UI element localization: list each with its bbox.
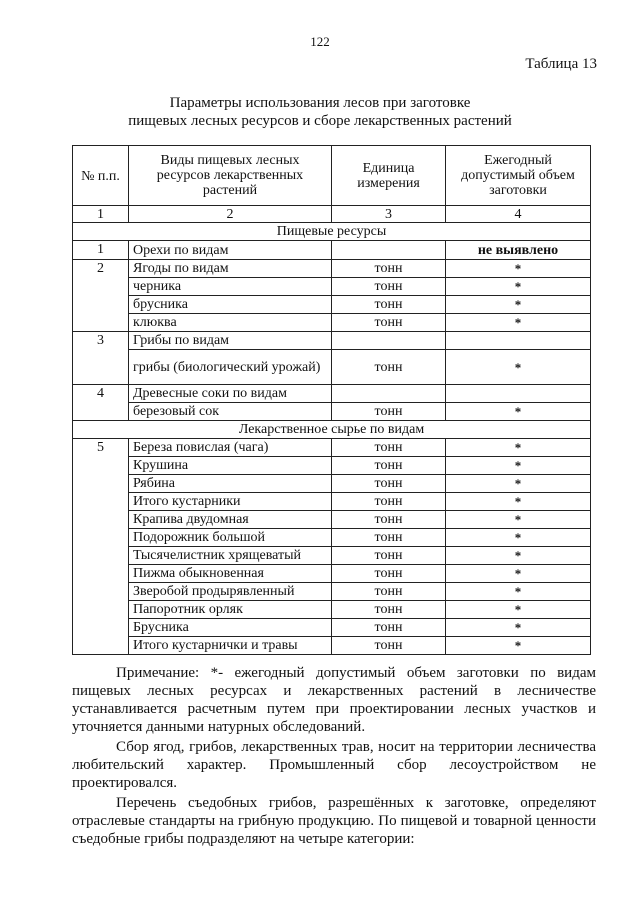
table-row [73, 547, 591, 565]
row-unit: тонн [332, 601, 446, 619]
row-value: * [446, 260, 591, 278]
row-unit: тонн [332, 296, 446, 314]
table-row [73, 529, 591, 547]
row-number: 3 [73, 332, 129, 385]
column-number: 2 [129, 206, 332, 223]
row-value: * [446, 601, 591, 619]
row-unit: тонн [332, 475, 446, 493]
row-value: * [446, 583, 591, 601]
table-row [73, 475, 591, 493]
row-unit: тонн [332, 350, 446, 385]
row-name: Крушина [129, 457, 332, 475]
row-name: Орехи по видам [129, 241, 332, 260]
header-annual-volume: Ежегодный допустимый объем заготовки [446, 146, 591, 206]
notes-section [72, 664, 596, 848]
page-number: 122 [310, 34, 330, 49]
row-name: березовый сок [129, 403, 332, 421]
row-unit: тонн [332, 511, 446, 529]
resources-table [72, 145, 591, 655]
row-name: клюква [129, 314, 332, 332]
table-row [73, 601, 591, 619]
table-row [73, 511, 591, 529]
row-name: Грибы по видам [129, 332, 332, 350]
table-row [73, 619, 591, 637]
table-title-line-1: Параметры использования лесов при заготовке [169, 95, 471, 111]
row-number: 4 [73, 385, 129, 421]
column-number: 3 [332, 206, 446, 223]
row-value: * [446, 493, 591, 511]
row-value: * [446, 457, 591, 475]
row-unit [332, 332, 446, 350]
row-value: * [446, 403, 591, 421]
table-row [73, 493, 591, 511]
column-number-row [73, 206, 591, 223]
table-title-line-2: пищевых лесных ресурсов и сборе лекарственных растений [128, 113, 512, 129]
row-value: * [446, 314, 591, 332]
row-value: * [446, 296, 591, 314]
note-paragraph: Примечание: *- ежегодный допустимый объем заготовки по видам пищевых лесных ресурсах и лекарственных растений в лесничестве устанавливается расчетным путем при проектировании лесных участков и уточняется данными натурных обследований. [72, 665, 596, 735]
row-value: * [446, 439, 591, 457]
section-title-medicinal: Лекарственное сырье по видам [73, 421, 591, 439]
row-value: * [446, 619, 591, 637]
row-name: грибы (биологический урожай) [129, 350, 332, 385]
row-unit: тонн [332, 439, 446, 457]
row-value [446, 385, 591, 403]
row-number: 1 [73, 241, 129, 260]
header-number: № п.п. [73, 146, 129, 206]
row-name: Крапива двудомная [129, 511, 332, 529]
table-row [73, 314, 591, 332]
row-name: Пижма обыкновенная [129, 565, 332, 583]
table-row [73, 637, 591, 655]
row-unit: тонн [332, 547, 446, 565]
row-unit: тонн [332, 457, 446, 475]
row-unit [332, 241, 446, 260]
row-value: * [446, 511, 591, 529]
section-row-food [73, 223, 591, 241]
row-name: Брусника [129, 619, 332, 637]
row-name: Зверобой продырявленный [129, 583, 332, 601]
section-row-medicinal [73, 421, 591, 439]
table-row [73, 241, 591, 260]
table-row [73, 278, 591, 296]
row-number: 2 [73, 260, 129, 332]
column-number: 1 [73, 206, 129, 223]
row-name: Рябина [129, 475, 332, 493]
row-unit [332, 385, 446, 403]
row-unit: тонн [332, 565, 446, 583]
row-value: * [446, 529, 591, 547]
row-value: * [446, 278, 591, 296]
row-unit: тонн [332, 278, 446, 296]
row-unit: тонн [332, 403, 446, 421]
row-value: * [446, 565, 591, 583]
row-name: Ягоды по видам [129, 260, 332, 278]
table-row [73, 350, 591, 385]
row-value: не выявлено [446, 241, 591, 260]
row-name: Папоротник орляк [129, 601, 332, 619]
row-name: Древесные соки по видам [129, 385, 332, 403]
table-header-row [73, 146, 591, 206]
row-unit: тонн [332, 529, 446, 547]
row-unit: тонн [332, 314, 446, 332]
column-number: 4 [446, 206, 591, 223]
row-value: * [446, 350, 591, 385]
table-row [73, 332, 591, 350]
row-number: 5 [73, 439, 129, 655]
row-name: Тысячелистник хрящеватый [129, 547, 332, 565]
table-row [73, 457, 591, 475]
row-unit: тонн [332, 619, 446, 637]
header-resource-type: Виды пищевых лесных ресурсов лекарственных растений [129, 146, 332, 206]
note-paragraph: Сбор ягод, грибов, лекарственных трав, носит на территории лесничества любительский характер. Промышленный сбор лесоустройством не проектировался. [72, 739, 596, 791]
row-unit: тонн [332, 493, 446, 511]
row-name: Итого кустарники [129, 493, 332, 511]
table-row [73, 583, 591, 601]
row-name: Итого кустарнички и травы [129, 637, 332, 655]
row-name: брусника [129, 296, 332, 314]
note-paragraph: Перечень съедобных грибов, разрешённых к заготовке, определяют отраслевые стандарты на грибную продукцию. По пищевой и товарной ценности съедобные грибы подразделяют на четыре категории: [72, 795, 596, 847]
header-unit: Единица измерения [332, 146, 446, 206]
row-value: * [446, 475, 591, 493]
row-name: черника [129, 278, 332, 296]
table-row [73, 439, 591, 457]
row-unit: тонн [332, 260, 446, 278]
row-value: * [446, 637, 591, 655]
table-row [73, 565, 591, 583]
section-title-food: Пищевые ресурсы [73, 223, 591, 241]
table-row [73, 403, 591, 421]
row-value [446, 332, 591, 350]
table-title [0, 94, 640, 130]
table-row [73, 296, 591, 314]
row-unit: тонн [332, 583, 446, 601]
row-unit: тонн [332, 637, 446, 655]
row-value: * [446, 547, 591, 565]
table-row [73, 385, 591, 403]
table-label: Таблица 13 [525, 56, 597, 72]
row-name: Подорожник большой [129, 529, 332, 547]
row-name: Береза повислая (чага) [129, 439, 332, 457]
table-row [73, 260, 591, 278]
